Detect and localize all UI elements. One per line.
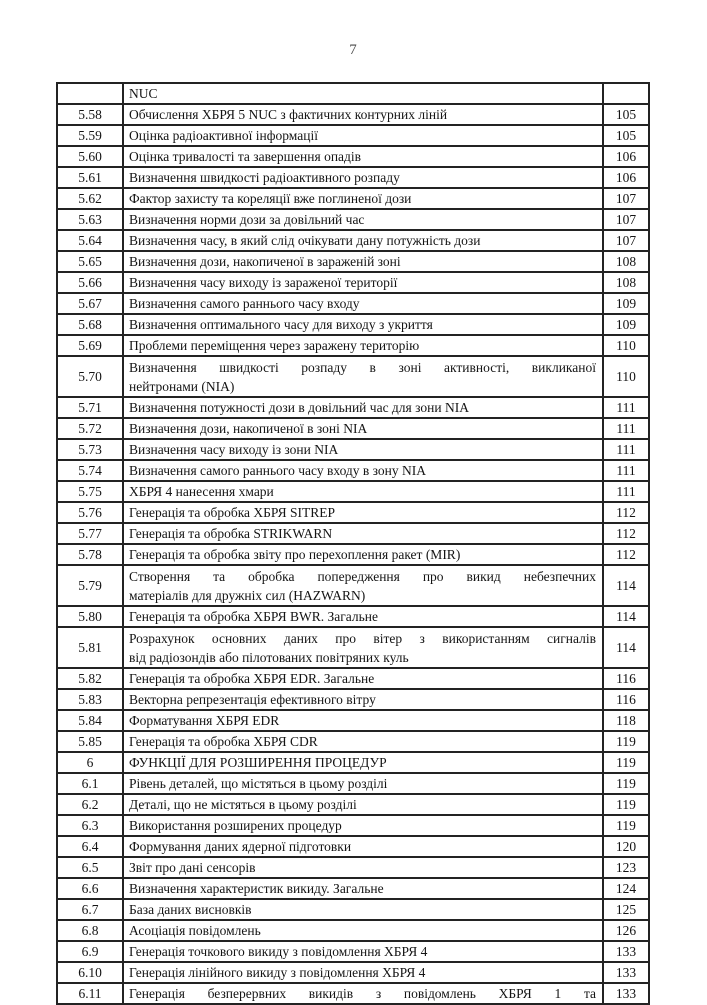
row-page-number: 118	[603, 710, 649, 731]
row-page-number: 107	[603, 188, 649, 209]
row-section-number: 5.73	[57, 439, 123, 460]
row-title: Генерація та обробка ХБРЯ EDR. Загальне	[123, 668, 603, 689]
row-page-number: 119	[603, 794, 649, 815]
row-section-number: 6.7	[57, 899, 123, 920]
row-title: Оцінка радіоактивної інформації	[123, 125, 603, 146]
row-section-number: 5.59	[57, 125, 123, 146]
row-title: Генерація точкового викиду з повідомлення ХБРЯ 4	[123, 941, 603, 962]
row-title: Проблеми переміщення через заражену територію	[123, 335, 603, 356]
row-title: Визначення часу виходу із зони NIA	[123, 439, 603, 460]
row-section-number: 6.6	[57, 878, 123, 899]
table-row	[57, 83, 649, 104]
row-section-number: 6.4	[57, 836, 123, 857]
table-row	[57, 920, 649, 941]
row-title: Фактор захисту та кореляції вже поглиненої дози	[123, 188, 603, 209]
page-number: 7	[349, 42, 358, 58]
row-page-number: 109	[603, 314, 649, 335]
row-title: Формування даних ядерної підготовки	[123, 836, 603, 857]
table-row	[57, 481, 649, 502]
row-section-number: 6.9	[57, 941, 123, 962]
row-title: Визначення часу виходу із зараженої території	[123, 272, 603, 293]
table-row	[57, 523, 649, 544]
row-title: Генерація та обробка ХБРЯ BWR. Загальне	[123, 606, 603, 627]
table-row	[57, 251, 649, 272]
table-row	[57, 460, 649, 481]
row-page-number: 110	[603, 335, 649, 356]
row-title-line: матеріалів для дружніх сил (HAZWARN)	[129, 587, 366, 603]
table-row	[57, 356, 649, 397]
row-title: Визначення характеристик викиду. Загальне	[123, 878, 603, 899]
row-section-number: 5.70	[57, 356, 123, 397]
row-page-number: 119	[603, 815, 649, 836]
table-row	[57, 878, 649, 899]
row-page-number: 112	[603, 544, 649, 565]
row-page-number: 116	[603, 668, 649, 689]
row-title	[123, 627, 603, 668]
row-title: Визначення часу, в який слід очікувати дану потужність дози	[123, 230, 603, 251]
row-page-number: 106	[603, 146, 649, 167]
table-row	[57, 627, 649, 668]
row-section-number: 5.74	[57, 460, 123, 481]
table-row	[57, 773, 649, 794]
row-title-line: Створення та обробка попередження про викид небезпечних	[129, 568, 596, 584]
row-section-number: 5.83	[57, 689, 123, 710]
row-page-number: 114	[603, 627, 649, 668]
table-row	[57, 962, 649, 983]
row-page-number: 125	[603, 899, 649, 920]
row-section-number: 5.63	[57, 209, 123, 230]
table-row	[57, 335, 649, 356]
row-page-number: 108	[603, 251, 649, 272]
row-page-number: 107	[603, 209, 649, 230]
row-section-number: 5.81	[57, 627, 123, 668]
row-section-number: 5.58	[57, 104, 123, 125]
row-title-line: Визначення швидкості розпаду в зоні активності, викликаної	[129, 359, 596, 375]
row-title: Використання розширених процедур	[123, 815, 603, 836]
table-row	[57, 983, 649, 1004]
row-page-number: 108	[603, 272, 649, 293]
row-page-number: 133	[603, 983, 649, 1004]
row-section-number	[57, 83, 123, 104]
table-row	[57, 899, 649, 920]
row-section-number: 5.71	[57, 397, 123, 418]
table-row	[57, 502, 649, 523]
row-page-number: 105	[603, 125, 649, 146]
row-page-number: 106	[603, 167, 649, 188]
row-title-line: Розрахунок основних даних про вітер з використанням сигналів	[129, 630, 596, 646]
row-section-number: 5.67	[57, 293, 123, 314]
row-section-number: 5.79	[57, 565, 123, 606]
row-section-number: 5.61	[57, 167, 123, 188]
row-title-line: від радіозондів або пілотованих повітряних куль	[129, 649, 409, 665]
table-row	[57, 397, 649, 418]
table-row	[57, 188, 649, 209]
row-page-number: 126	[603, 920, 649, 941]
row-page-number: 111	[603, 439, 649, 460]
row-title: Визначення норми дози за довільний час	[123, 209, 603, 230]
row-page-number: 133	[603, 941, 649, 962]
table-row	[57, 544, 649, 565]
row-title: Звіт про дані сенсорів	[123, 857, 603, 878]
row-title-line: нейтронами (NIA)	[129, 378, 235, 394]
row-section-number: 5.65	[57, 251, 123, 272]
row-section-number: 5.82	[57, 668, 123, 689]
table-row	[57, 689, 649, 710]
row-section-number: 6	[57, 752, 123, 773]
row-page-number: 111	[603, 397, 649, 418]
table-row	[57, 167, 649, 188]
row-page-number: 124	[603, 878, 649, 899]
row-page-number: 112	[603, 523, 649, 544]
row-section-number: 5.62	[57, 188, 123, 209]
row-section-number: 6.3	[57, 815, 123, 836]
row-title: Оцінка тривалості та завершення опадів	[123, 146, 603, 167]
row-page-number: 109	[603, 293, 649, 314]
row-title: Визначення швидкості радіоактивного розпаду	[123, 167, 603, 188]
table-row	[57, 146, 649, 167]
row-section-number: 5.80	[57, 606, 123, 627]
table-row	[57, 293, 649, 314]
row-title: Форматування ХБРЯ EDR	[123, 710, 603, 731]
row-title: Генерація та обробка звіту про перехоплення ракет (MIR)	[123, 544, 603, 565]
row-title-line: Генерація безперервних викидів з повідомлень ХБРЯ 1 та	[129, 986, 596, 1001]
row-section-number: 5.77	[57, 523, 123, 544]
row-page-number: 107	[603, 230, 649, 251]
table-row	[57, 710, 649, 731]
row-page-number: 110	[603, 356, 649, 397]
table-row	[57, 606, 649, 627]
table-row	[57, 272, 649, 293]
toc-table	[56, 82, 650, 1005]
row-page-number: 133	[603, 962, 649, 983]
table-row	[57, 418, 649, 439]
row-title: Асоціація повідомлень	[123, 920, 603, 941]
row-section-number: 5.84	[57, 710, 123, 731]
table-row	[57, 815, 649, 836]
row-title: Визначення оптимального часу для виходу з укриття	[123, 314, 603, 335]
row-section-number: 6.11	[57, 983, 123, 1004]
table-row	[57, 565, 649, 606]
row-page-number: 105	[603, 104, 649, 125]
row-page-number: 119	[603, 752, 649, 773]
row-page-number: 111	[603, 481, 649, 502]
row-title: Генерація лінійного викиду з повідомлення ХБРЯ 4	[123, 962, 603, 983]
table-row	[57, 668, 649, 689]
row-title: Рівень деталей, що містяться в цьому розділі	[123, 773, 603, 794]
table-row	[57, 125, 649, 146]
row-section-number: 5.85	[57, 731, 123, 752]
row-section-number: 6.8	[57, 920, 123, 941]
table-row	[57, 794, 649, 815]
row-title: ХБРЯ 4 нанесення хмари	[123, 481, 603, 502]
table-row	[57, 314, 649, 335]
row-section-number: 5.78	[57, 544, 123, 565]
table-row	[57, 857, 649, 878]
row-title: Визначення потужності дози в довільний час для зони NIA	[123, 397, 603, 418]
row-title: Деталі, що не містяться в цьому розділі	[123, 794, 603, 815]
row-section-number: 6.2	[57, 794, 123, 815]
row-section-number: 5.76	[57, 502, 123, 523]
row-title	[123, 983, 603, 1004]
row-section-number: 5.68	[57, 314, 123, 335]
row-section-number: 5.66	[57, 272, 123, 293]
toc-table-body	[57, 83, 649, 1004]
table-row	[57, 941, 649, 962]
row-page-number: 119	[603, 731, 649, 752]
row-title: Векторна репрезентація ефективного вітру	[123, 689, 603, 710]
row-section-number: 5.75	[57, 481, 123, 502]
table-row	[57, 731, 649, 752]
row-page-number: 119	[603, 773, 649, 794]
row-section-number: 5.60	[57, 146, 123, 167]
row-page-number: 116	[603, 689, 649, 710]
table-row	[57, 439, 649, 460]
row-section-number: 5.72	[57, 418, 123, 439]
row-section-number: 5.69	[57, 335, 123, 356]
row-title: ФУНКЦІЇ ДЛЯ РОЗШИРЕННЯ ПРОЦЕДУР	[123, 752, 603, 773]
row-title	[123, 356, 603, 397]
row-page-number: 120	[603, 836, 649, 857]
row-title: NUC	[123, 83, 603, 104]
table-row	[57, 752, 649, 773]
row-title: База даних висновків	[123, 899, 603, 920]
row-page-number: 114	[603, 606, 649, 627]
row-page-number	[603, 83, 649, 104]
table-row	[57, 104, 649, 125]
row-section-number: 6.10	[57, 962, 123, 983]
row-title: Генерація та обробка ХБРЯ SITREP	[123, 502, 603, 523]
row-section-number: 6.1	[57, 773, 123, 794]
row-page-number: 114	[603, 565, 649, 606]
row-title: Визначення дози, накопиченої в зараженій зоні	[123, 251, 603, 272]
row-title: Обчислення ХБРЯ 5 NUC з фактичних контурних ліній	[123, 104, 603, 125]
row-title: Генерація та обробка STRIKWARN	[123, 523, 603, 544]
row-title: Генерація та обробка ХБРЯ CDR	[123, 731, 603, 752]
row-page-number: 111	[603, 460, 649, 481]
table-row	[57, 209, 649, 230]
row-title	[123, 565, 603, 606]
row-section-number: 5.64	[57, 230, 123, 251]
row-page-number: 123	[603, 857, 649, 878]
table-row	[57, 230, 649, 251]
row-title: Визначення самого раннього часу входу	[123, 293, 603, 314]
row-title: Визначення дози, накопиченої в зоні NIA	[123, 418, 603, 439]
row-page-number: 112	[603, 502, 649, 523]
row-section-number: 6.5	[57, 857, 123, 878]
table-row	[57, 836, 649, 857]
row-title: Визначення самого раннього часу входу в зону NIA	[123, 460, 603, 481]
row-page-number: 111	[603, 418, 649, 439]
